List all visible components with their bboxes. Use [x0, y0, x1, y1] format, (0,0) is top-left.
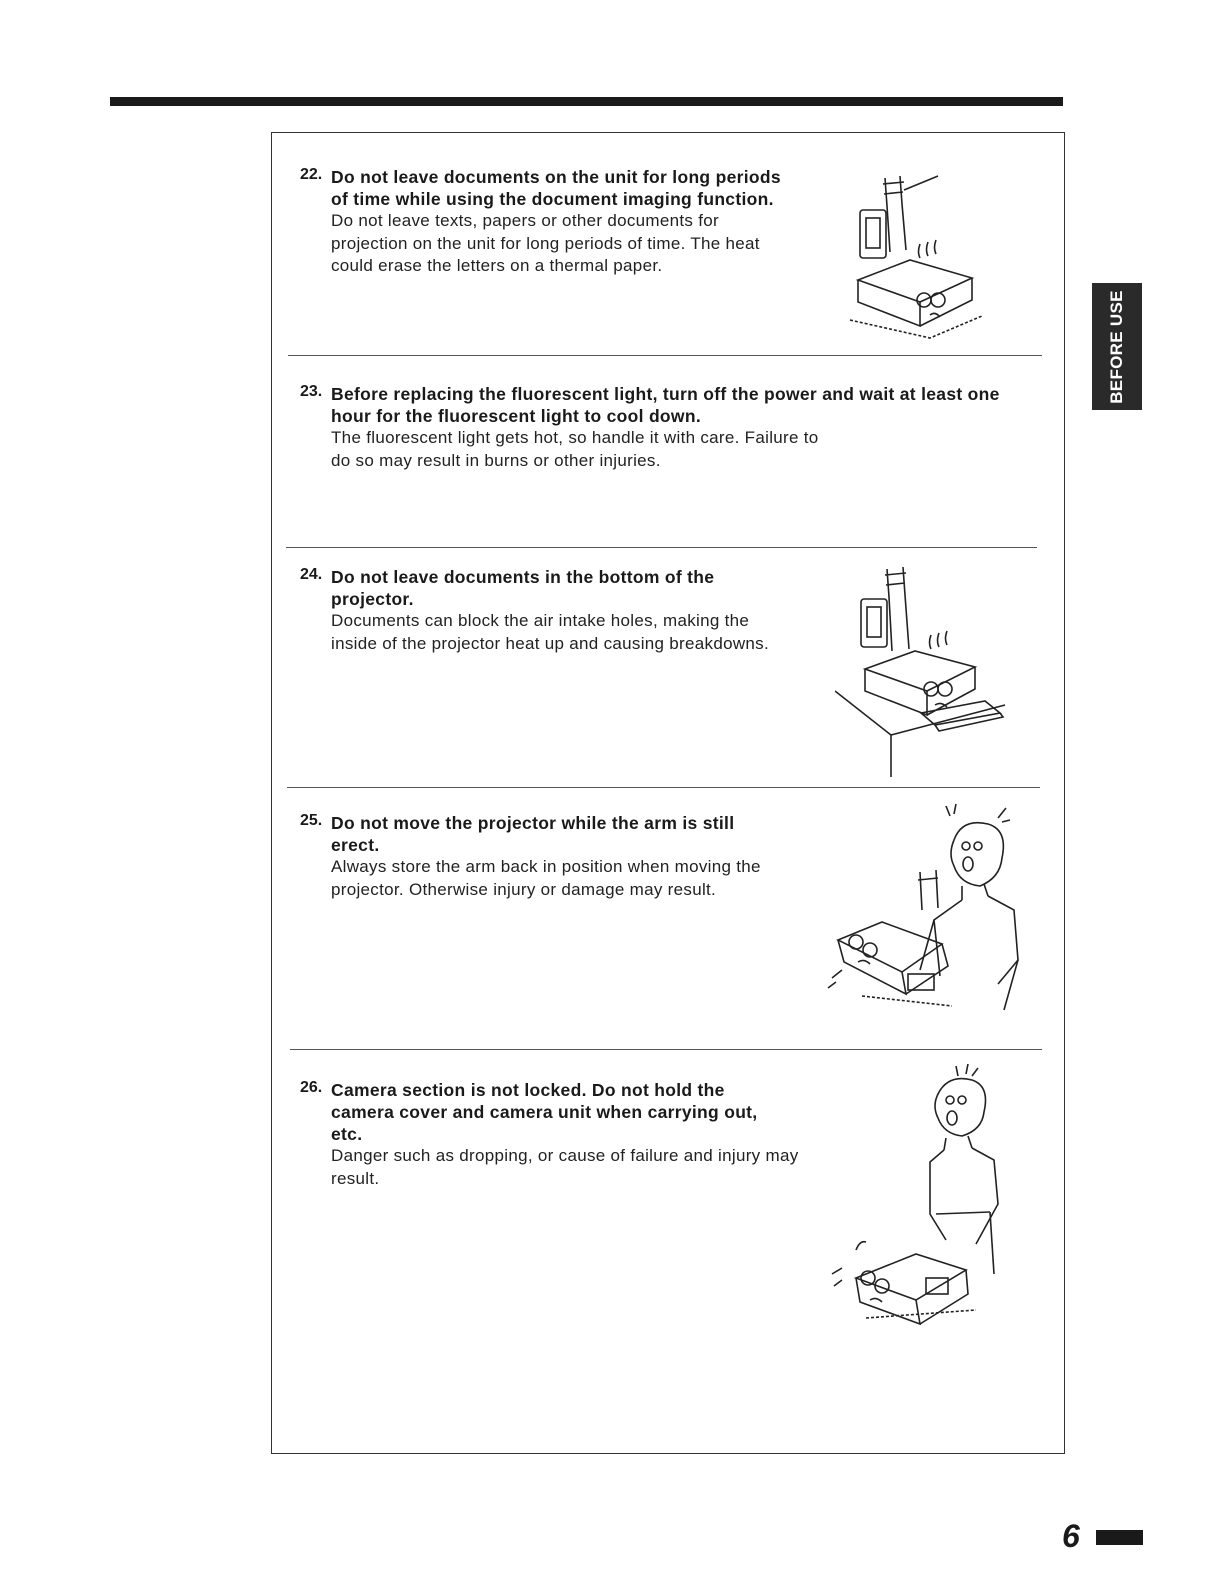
item-body: Documents can block the air intake holes, making the inside of the projector heat up and causing breakdowns. [331, 611, 769, 653]
caution-item-25 [300, 812, 800, 901]
caution-item-24 [300, 566, 800, 655]
item-heading: Do not leave documents on the unit for long periods of time while using the document imaging function. [331, 167, 781, 209]
item-heading: Before replacing the fluorescent light, turn off the power and wait at least one hour for the fluorescent light to cool down. [331, 384, 1000, 426]
item-divider [287, 787, 1040, 788]
projector-heat-document-icon [840, 170, 990, 348]
caution-item-22 [300, 166, 800, 278]
page-number: 6 [1062, 1518, 1080, 1554]
projector-on-documents-icon [835, 565, 1010, 777]
header-rule [110, 97, 1063, 106]
caution-item-26 [300, 1079, 800, 1190]
item-body: Do not leave texts, papers or other documents for projection on the unit for long periods of time. The heat could erase the letters on a thermal paper. [331, 211, 760, 275]
caution-item-23 [300, 383, 1020, 472]
section-tab-label: BEFORE USE [1107, 289, 1126, 404]
item-heading: Do not leave documents in the bottom of the projector. [331, 567, 715, 609]
item-heading: Do not move the projector while the arm is still erect. [331, 813, 735, 855]
item-number: 23. [300, 383, 323, 400]
section-tab-before-use [1092, 283, 1142, 410]
item-divider [288, 355, 1042, 356]
item-number: 25. [300, 812, 323, 829]
item-number: 26. [300, 1079, 323, 1096]
item-heading: Camera section is not locked. Do not hold the camera cover and camera unit when carrying out, etc. [331, 1080, 758, 1144]
item-number: 22. [300, 166, 323, 183]
item-divider [286, 547, 1037, 548]
man-dropping-projector-icon [826, 1064, 1012, 1328]
item-body: Always store the arm back in position when moving the projector. Otherwise injury or damage may result. [331, 857, 761, 899]
item-body: The fluorescent light gets hot, so handle it with care. Failure to do so may result in burns or other injuries. [331, 428, 819, 470]
item-body: Danger such as dropping, or cause of failure and injury may result. [331, 1146, 799, 1188]
item-divider [290, 1049, 1042, 1050]
item-number: 24. [300, 566, 323, 583]
page-number-bar [1096, 1530, 1143, 1545]
man-lifting-projector-icon [822, 800, 1022, 1012]
